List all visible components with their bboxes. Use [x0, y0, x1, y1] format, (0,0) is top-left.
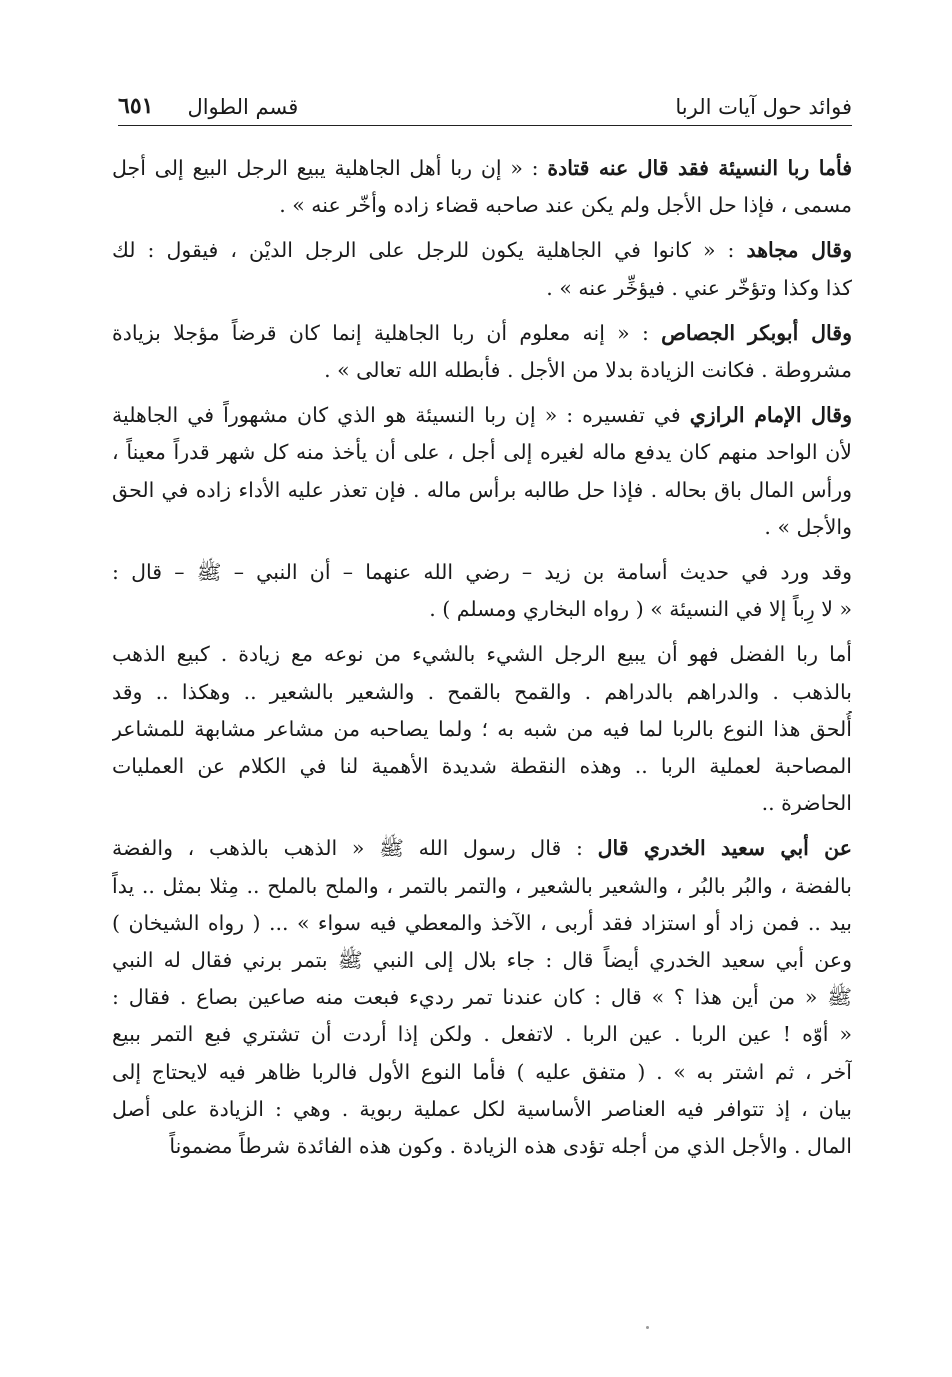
text-segment: ﷺ « من أين هذا ؟ » قال : كان عندنا تمر رديء فبعت منه صاعين بصاع . فقال :	[112, 985, 852, 1010]
bold-lead: وقال مجاهد	[746, 238, 852, 263]
text-line	[112, 905, 852, 942]
text-line	[112, 187, 852, 224]
text-line	[112, 352, 852, 389]
scan-speck	[646, 1326, 649, 1329]
text-line	[112, 674, 852, 711]
text-segment: والأجل » .	[764, 514, 852, 539]
page-number: ٦٥١	[118, 93, 154, 119]
text-segment: بالفضة ، والبُر بالبُر ، والشعير بالشعير ، والتمر بالتمر ، والملح بالملح .. مِثلا بمثل .. يداً	[112, 873, 852, 898]
text-line	[112, 591, 852, 628]
text-segment: أما ربا الفضل فهو أن يبيع الرجل الشيء بالشيء من نوعه مع زيادة . كبيع الذهب	[112, 642, 852, 667]
text-line	[112, 270, 852, 307]
text-line	[112, 397, 852, 434]
text-line	[112, 232, 852, 269]
paragraph	[112, 150, 852, 224]
paragraph	[112, 636, 852, 822]
text-line	[112, 1091, 852, 1128]
text-segment: في تفسيره : « إن ربا النسيئة هو الذي كان مشهوراً في الجاهلية	[112, 403, 690, 428]
paragraph	[112, 554, 852, 628]
text-line	[112, 434, 852, 471]
paragraph	[112, 315, 852, 389]
text-segment: إن ربا أهل الجاهلية يبيع الرجل البيع إلى أجل	[112, 156, 502, 180]
text-segment: وعن أبي سعيد الخدري أيضاً قال : جاء بلال إلى النبي ﷺ بتمر برني فقال له النبي	[112, 948, 852, 973]
text-line	[112, 711, 852, 748]
paragraph	[112, 397, 852, 546]
text-segment: بالذهب . والدراهم بالدراهم . والقمح بالقمح . والشعير بالشعير .. وهكذا .. وقد	[112, 679, 852, 704]
text-segment: المال . والأجل الذي من أجله تؤدى هذه الزيادة . وكون هذه الفائدة شرطاً مضموناً	[169, 1134, 852, 1159]
bold-lead: عن أبي سعيد الخدري قال	[597, 836, 852, 861]
text-line	[112, 830, 852, 867]
text-segment: : « إنه معلوم أن ربا الجاهلية إنما كان قرضاً مؤجلا بزيادة	[112, 320, 662, 345]
text-segment: مسمى ، فإذا حل الأجل ولم يكن عند صاحبه قضاء زاده وأخّر عنه » .	[279, 193, 852, 218]
text-segment: لأن الواحد منهم كان يدفع ماله لغيره إلى أجل ، على أن يأخذ منه كل شهر قدراً معيناً ،	[112, 440, 852, 465]
text-segment: بيد .. فمن زاد أو استزاد فقد أربى ، الآخذ والمعطي فيه سواء » ... ( رواه الشيخان )	[112, 910, 852, 935]
text-line	[112, 472, 852, 509]
bold-lead: فأما ربا النسيئة فقد قال عنه قتادة	[547, 156, 852, 180]
running-header	[118, 86, 852, 126]
text-line	[112, 509, 852, 546]
text-segment: كذا وكذا وتؤخّر عني . فيؤخِّر عنه » .	[546, 275, 852, 300]
body-text	[112, 150, 852, 1165]
text-segment: المصاحبة لعملية الربا .. وهذه النقطة شديدة الأهمية لنا في الكلام عن العمليات	[112, 754, 852, 779]
text-line	[112, 315, 852, 352]
bold-lead: وقال أبوبكر الجصاص	[661, 320, 852, 345]
text-line	[112, 942, 852, 979]
text-segment: وقد ورد في حديث أسامة بن زيد – رضي الله عنهما – أن النبي – ﷺ – قال :	[112, 560, 852, 585]
text-segment: الحاضرة ..	[761, 791, 852, 816]
text-segment: : قال رسول الله ﷺ « الذهب بالذهب ، والفضة	[112, 836, 598, 861]
text-segment: مشروطة . فكانت الزيادة بدلا من الأجل . فأبطله الله تعالى » .	[324, 358, 852, 383]
text-line	[112, 554, 852, 591]
text-segment: : « كانوا في الجاهلية يكون للرجل على الرجل الديْن ، فيقول : لك	[112, 238, 747, 263]
text-line	[112, 150, 852, 187]
paragraph	[112, 830, 852, 1165]
paragraph	[112, 232, 852, 306]
text-line	[112, 748, 852, 785]
text-segment: أُلحق هذا النوع بالربا لما فيه من شبه به ؛ ولما يصاحبه من مشاعر مشابهة للمشاعر	[112, 716, 852, 741]
text-line	[112, 868, 852, 905]
text-segment: : «	[501, 156, 548, 180]
text-line	[112, 1016, 852, 1053]
section-name: قسم الطوال	[187, 95, 299, 119]
text-line	[112, 785, 852, 822]
text-line	[112, 1054, 852, 1091]
header-left-group	[118, 93, 298, 119]
bold-lead: وقال الإمام الرازي	[689, 403, 852, 428]
text-line	[112, 1128, 852, 1165]
book-title: فوائد حول آيات الربا	[675, 95, 852, 119]
text-segment: « أوّه ! عين الربا . عين الربا . لاتفعل . ولكن إذا أردت أن تشتري فبع التمر ببيع	[112, 1022, 852, 1047]
text-line	[112, 979, 852, 1016]
text-segment: « لا رِباً إلا في النسيئة » ( رواه البخاري ومسلم ) .	[429, 597, 852, 622]
text-line	[112, 636, 852, 673]
text-segment: ورأس المال باق بحاله . فإذا حل طالبه برأس ماله . فإن تعذر عليه الأداء زاده في الحق	[112, 477, 852, 502]
text-segment: آخر ، ثم اشتر به » . ( متفق عليه ) فأما النوع الأول فالربا ظاهر فيه لايحتاج إلى	[112, 1059, 852, 1084]
text-segment: بيان ، إذ تتوافر فيه العناصر الأساسية لكل عملية ربوية . وهي : الزيادة على أصل	[112, 1096, 852, 1121]
